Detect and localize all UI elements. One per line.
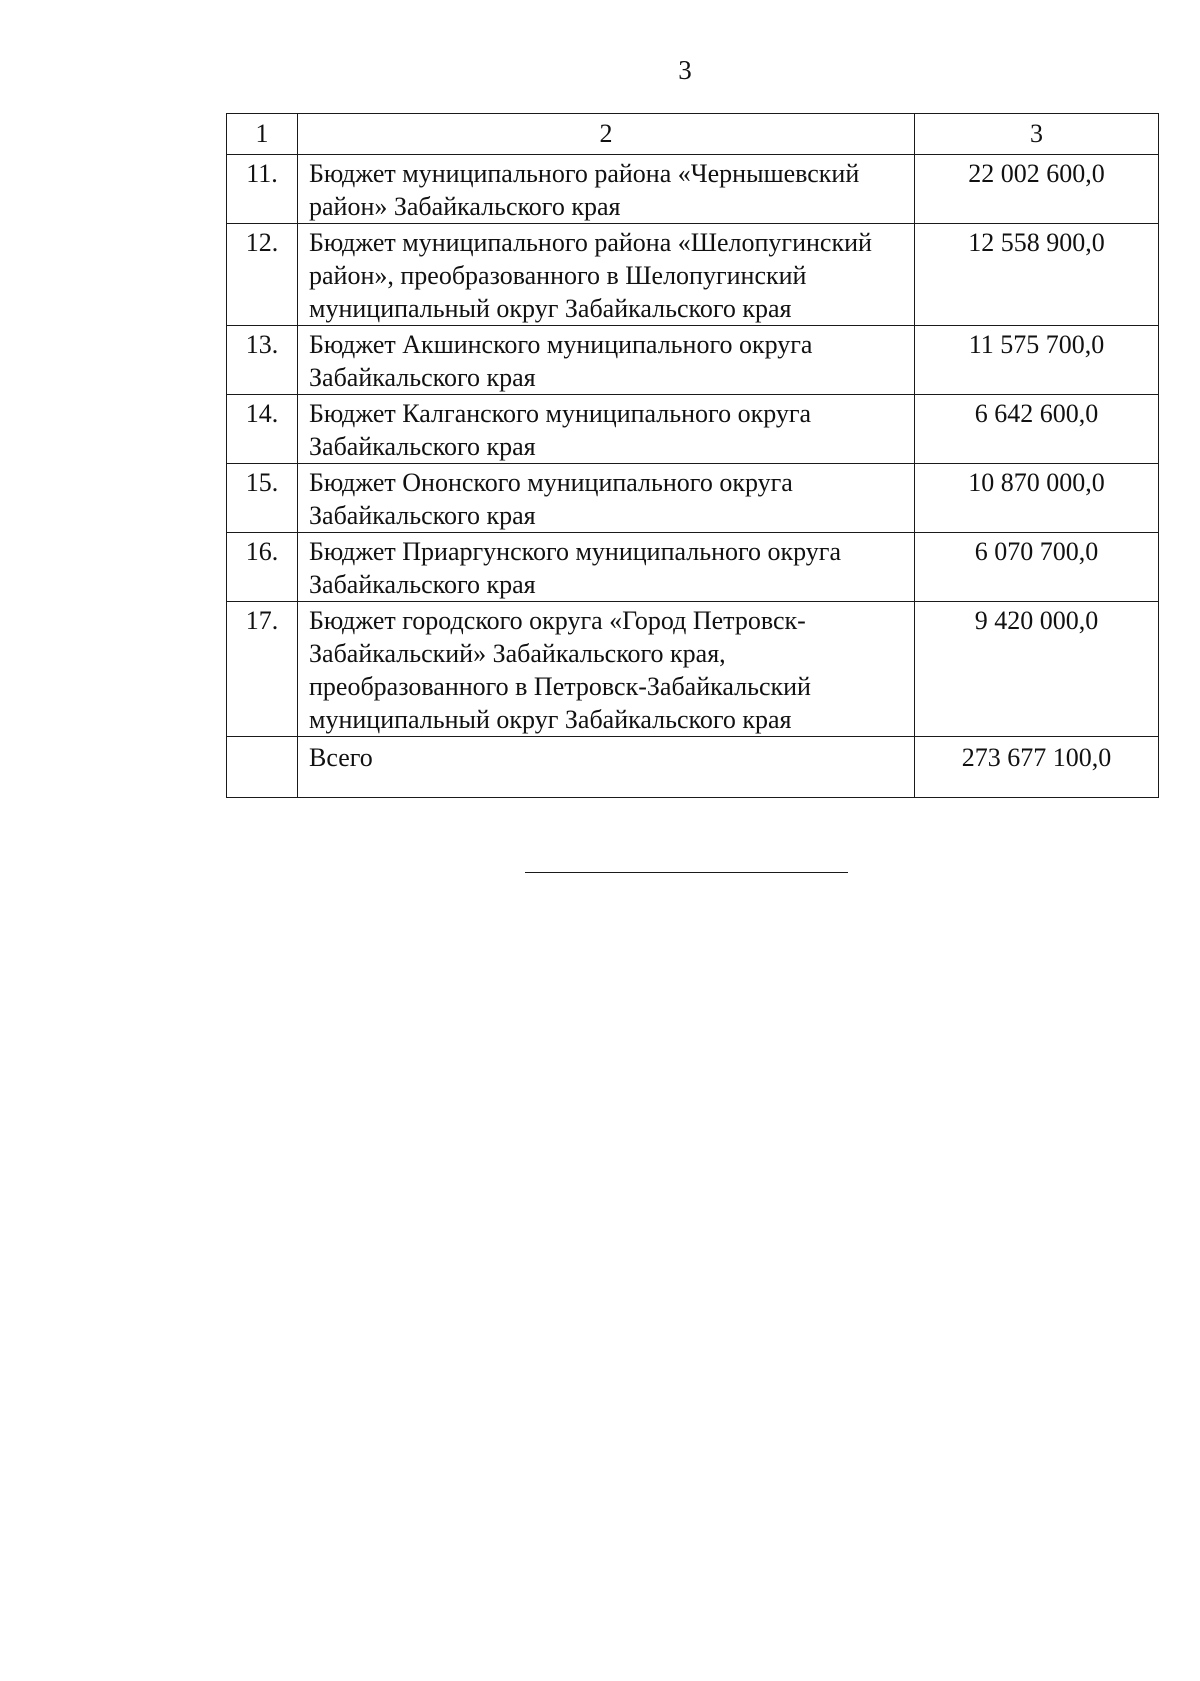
- row-amount: 12 558 900,0: [915, 224, 1159, 326]
- row-number: 17.: [227, 602, 298, 737]
- column-header-name: 2: [298, 114, 915, 155]
- row-budget-name: Бюджет городского округа «Город Петровск-Забайкальский» Забайкальского края, преобразованного в Петровск-Забайкальский муниципальный округ Забайкальского края: [298, 602, 915, 737]
- row-number: 16.: [227, 533, 298, 602]
- total-amount: 273 677 100,0: [915, 737, 1159, 798]
- row-amount: 10 870 000,0: [915, 464, 1159, 533]
- row-number: 13.: [227, 326, 298, 395]
- column-header-number: 1: [227, 114, 298, 155]
- table-row: [227, 326, 1159, 395]
- row-amount: 22 002 600,0: [915, 155, 1159, 224]
- row-budget-name: Бюджет муниципального района «Шелопугинский район», преобразованного в Шелопугинский муниципальный округ Забайкальского края: [298, 224, 915, 326]
- row-budget-name: Бюджет Акшинского муниципального округа Забайкальского края: [298, 326, 915, 395]
- column-header-amount: 3: [915, 114, 1159, 155]
- table-row: [227, 464, 1159, 533]
- row-budget-name: Бюджет Приаргунского муниципального округа Забайкальского края: [298, 533, 915, 602]
- table-row: [227, 155, 1159, 224]
- total-row: [227, 737, 1159, 798]
- row-number: 15.: [227, 464, 298, 533]
- table-row: [227, 224, 1159, 326]
- row-budget-name: Бюджет муниципального района «Чернышевский район» Забайкальского края: [298, 155, 915, 224]
- page-number: 3: [678, 55, 692, 85]
- budget-allocation-table: [226, 113, 1159, 798]
- table-row: [227, 533, 1159, 602]
- row-budget-name: Бюджет Калганского муниципального округа Забайкальского края: [298, 395, 915, 464]
- row-amount: 9 420 000,0: [915, 602, 1159, 737]
- row-number: 14.: [227, 395, 298, 464]
- table-row: [227, 395, 1159, 464]
- row-budget-name: Бюджет Ононского муниципального округа Забайкальского края: [298, 464, 915, 533]
- row-number: 11.: [227, 155, 298, 224]
- row-amount: 6 642 600,0: [915, 395, 1159, 464]
- total-label: Всего: [298, 737, 915, 798]
- table-row: [227, 602, 1159, 737]
- end-of-document-rule: [525, 872, 848, 873]
- row-number: 12.: [227, 224, 298, 326]
- total-number-cell: [227, 737, 298, 798]
- row-amount: 11 575 700,0: [915, 326, 1159, 395]
- table-header-row: [227, 114, 1159, 155]
- row-amount: 6 070 700,0: [915, 533, 1159, 602]
